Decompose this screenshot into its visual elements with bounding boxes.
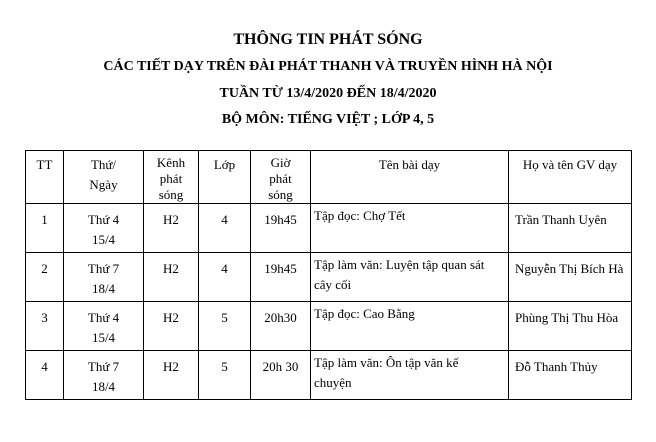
header-lesson: Tên bài dạy (311, 151, 509, 204)
header-channel-line2: phát (159, 171, 183, 186)
broadcast-schedule-table (25, 150, 632, 400)
row-teacher: Phùng Thị Thu Hòa (509, 302, 632, 351)
row-date: 15/4 (91, 330, 116, 345)
row-grade: 5 (199, 302, 251, 351)
row-teacher: Trần Thanh Uyên (509, 204, 632, 253)
row-lesson (311, 351, 509, 400)
row-lesson-line1: Tập đọc: Chợ Tết (314, 208, 406, 223)
header-tt: TT (26, 151, 64, 204)
row-day (64, 253, 144, 302)
header-time (251, 151, 311, 204)
row-grade: 4 (199, 204, 251, 253)
row-date: 15/4 (91, 232, 116, 247)
week-range: TUẦN TỪ 13/4/2020 ĐẾN 18/4/2020 (219, 86, 437, 101)
row-lesson (311, 253, 509, 302)
document-title: THÔNG TIN PHÁT SÓNG (233, 31, 423, 48)
row-channel: H2 (144, 253, 199, 302)
header-channel-line3: sóng (158, 187, 184, 202)
row-time: 19h45 (251, 204, 311, 253)
header-time-line1: Giờ (270, 155, 291, 170)
row-time: 20h 30 (251, 351, 311, 400)
subject-grade: BỘ MÔN: TIẾNG VIỆT ; LỚP 4, 5 (221, 112, 435, 127)
header-grade: Lớp (199, 151, 251, 204)
row-time: 19h45 (251, 253, 311, 302)
header-time-line3: sóng (268, 187, 293, 202)
row-weekday: Thứ 7 (87, 359, 120, 374)
row-lesson-line1: Tập làm văn: Luyện tập quan sát (314, 257, 485, 272)
document-subtitle: CÁC TIẾT DẠY TRÊN ĐÀI PHÁT THANH VÀ TRUYỀN HÌNH HÀ NỘI (103, 59, 553, 74)
row-weekday: Thứ 4 (87, 212, 120, 227)
table-row (26, 253, 632, 302)
row-lesson-line1: Tập làm văn: Ôn tập văn kể (314, 355, 459, 370)
row-lesson-line1: Tập đọc: Cao Bằng (314, 306, 415, 321)
row-lesson-line2: cây cối (314, 277, 352, 292)
header-channel (144, 151, 199, 204)
row-date: 18/4 (91, 379, 116, 394)
row-weekday: Thứ 4 (87, 310, 120, 325)
row-tt: 3 (26, 302, 64, 351)
table-row (26, 204, 632, 253)
header-teacher: Họ và tên GV dạy (509, 151, 632, 204)
table-row (26, 351, 632, 400)
row-channel: H2 (144, 351, 199, 400)
table-row (26, 302, 632, 351)
header-day-line1: Thứ/ (90, 157, 117, 172)
row-day (64, 351, 144, 400)
row-tt: 4 (26, 351, 64, 400)
row-tt: 1 (26, 204, 64, 253)
row-lesson (311, 204, 509, 253)
row-tt: 2 (26, 253, 64, 302)
row-lesson (311, 302, 509, 351)
row-channel: H2 (144, 204, 199, 253)
row-day (64, 204, 144, 253)
row-grade: 4 (199, 253, 251, 302)
row-date: 18/4 (91, 281, 116, 296)
row-lesson-line2: chuyện (314, 375, 352, 390)
header-day (64, 151, 144, 204)
row-teacher: Nguyễn Thị Bích Hà (509, 253, 632, 302)
header-day-line2: Ngày (89, 177, 118, 192)
row-teacher: Đỗ Thanh Thủy (509, 351, 632, 400)
header-time-line2: phát (269, 171, 292, 186)
row-day (64, 302, 144, 351)
row-weekday: Thứ 7 (87, 261, 120, 276)
row-grade: 5 (199, 351, 251, 400)
row-time: 20h30 (251, 302, 311, 351)
header-channel-line1: Kênh (156, 155, 186, 170)
row-channel: H2 (144, 302, 199, 351)
table-header-row (26, 151, 632, 204)
